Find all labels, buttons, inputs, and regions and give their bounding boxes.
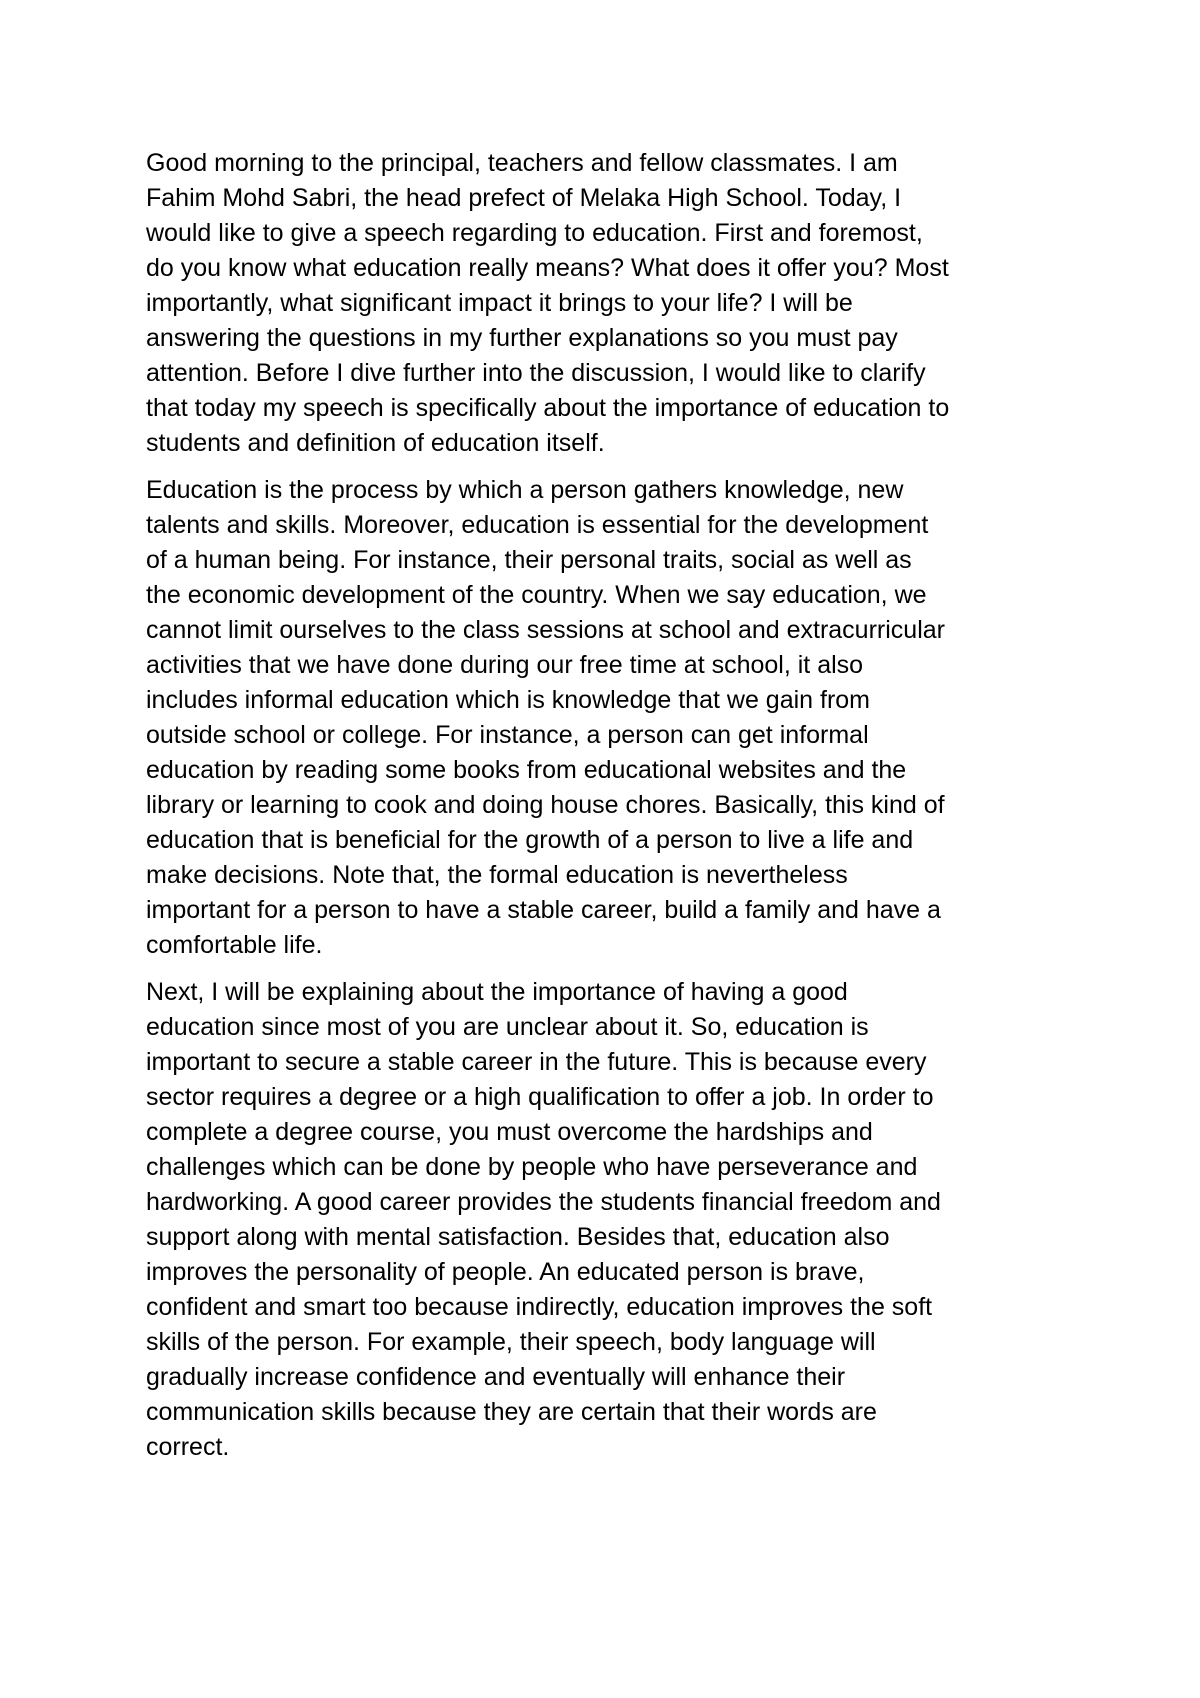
- text-line: gradually increase confidence and eventually will enhance their: [146, 1363, 846, 1391]
- text-line: correct.: [146, 1433, 230, 1461]
- text-line: improves the personality of people. An educated person is brave,: [146, 1258, 865, 1286]
- text-line: hardworking. A good career provides the students financial freedom and: [146, 1188, 941, 1216]
- text-line: that today my speech is specifically about the importance of education to: [146, 394, 950, 422]
- text-line: make decisions. Note that, the formal education is nevertheless: [146, 861, 848, 889]
- text-line: importantly, what significant impact it brings to your life? I will be: [146, 289, 853, 317]
- text-line: comfortable life.: [146, 931, 323, 959]
- text-line: activities that we have done during our free time at school, it also: [146, 651, 864, 679]
- text-line: talents and skills. Moreover, education is essential for the development: [146, 511, 929, 539]
- text-line: library or learning to cook and doing house chores. Basically, this kind of: [146, 791, 945, 819]
- text-line: education that is beneficial for the growth of a person to live a life and: [146, 826, 914, 854]
- paragraph-1: [146, 146, 1086, 461]
- text-line: communication skills because they are certain that their words are: [146, 1398, 877, 1426]
- text-line: challenges which can be done by people who have perseverance and: [146, 1153, 918, 1181]
- text-line: support along with mental satisfaction. Besides that, education also: [146, 1223, 890, 1251]
- text-line: education since most of you are unclear about it. So, education is: [146, 1013, 869, 1041]
- text-line: answering the questions in my further explanations so you must pay: [146, 324, 898, 352]
- text-line: Next, I will be explaining about the importance of having a good: [146, 978, 848, 1006]
- text-line: Good morning to the principal, teachers and fellow classmates. I am: [146, 149, 898, 177]
- text-line: of a human being. For instance, their personal traits, social as well as: [146, 546, 912, 574]
- text-line: do you know what education really means? What does it offer you? Most: [146, 254, 949, 282]
- paragraph-2: [146, 473, 1086, 963]
- text-line: attention. Before I dive further into the discussion, I would like to clarify: [146, 359, 926, 387]
- text-line: would like to give a speech regarding to education. First and foremost,: [146, 219, 923, 247]
- text-line: important for a person to have a stable career, build a family and have a: [146, 896, 941, 924]
- text-line: outside school or college. For instance, a person can get informal: [146, 721, 869, 749]
- text-line: Education is the process by which a person gathers knowledge, new: [146, 476, 904, 504]
- text-line: sector requires a degree or a high qualification to offer a job. In order to: [146, 1083, 934, 1111]
- text-line: complete a degree course, you must overcome the hardships and: [146, 1118, 873, 1146]
- document-body: [146, 146, 1086, 1477]
- text-line: students and definition of education itself.: [146, 429, 605, 457]
- text-line: skills of the person. For example, their speech, body language will: [146, 1328, 876, 1356]
- text-line: Fahim Mohd Sabri, the head prefect of Melaka High School. Today, I: [146, 184, 902, 212]
- text-line: the economic development of the country. When we say education, we: [146, 581, 927, 609]
- text-line: includes informal education which is knowledge that we gain from: [146, 686, 870, 714]
- paragraph-3: [146, 975, 1086, 1465]
- text-line: cannot limit ourselves to the class sessions at school and extracurricular: [146, 616, 945, 644]
- text-line: confident and smart too because indirectly, education improves the soft: [146, 1293, 933, 1321]
- text-line: education by reading some books from educational websites and the: [146, 756, 907, 784]
- text-line: important to secure a stable career in the future. This is because every: [146, 1048, 927, 1076]
